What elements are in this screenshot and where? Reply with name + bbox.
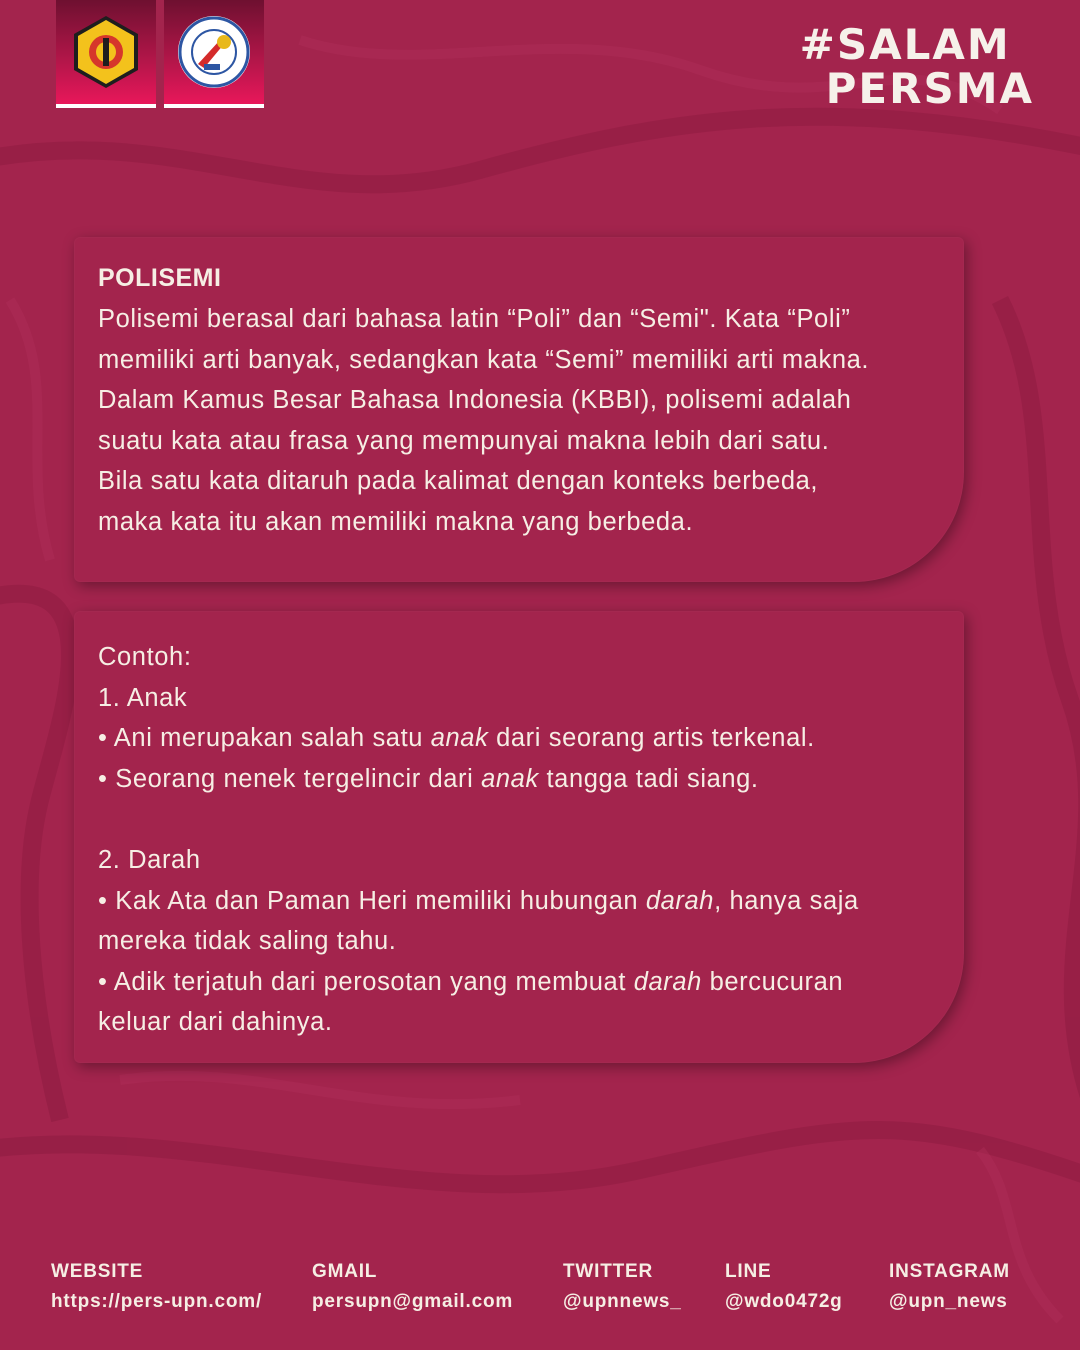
salam-persma-brand	[799, 20, 1034, 113]
example-text: , hanya saja	[714, 886, 859, 915]
example-text: tangga tadi siang.	[538, 764, 759, 793]
footer-twitter	[563, 1260, 682, 1314]
example-1-title: 1. Anak	[98, 683, 188, 712]
definition-line-3: Dalam Kamus Besar Bahasa Indonesia (KBBI), polisemi adalah	[98, 386, 852, 415]
example-2-sentence-1-cont: mereka tidak saling tahu.	[98, 927, 397, 956]
spacer	[98, 799, 940, 840]
brand-line-1: #SALAM	[799, 20, 1011, 69]
example-text: • Ani merupakan salah satu	[98, 724, 431, 753]
press-unit-logo-tile	[164, 0, 264, 108]
example-text: • Seorang nenek tergelincir dari	[98, 764, 482, 793]
footer-line	[725, 1260, 843, 1314]
example-1-sentence-2	[98, 759, 940, 800]
highlighted-word: darah	[633, 967, 702, 996]
example-2-sentence-1	[98, 881, 940, 922]
highlighted-word: anak	[430, 724, 489, 753]
example-text: • Kak Ata dan Paman Heri memiliki hubungan	[98, 886, 646, 915]
footer-website	[51, 1260, 262, 1314]
brand-line-2: PERSMA	[825, 64, 1034, 113]
example-1-sentence-1	[98, 718, 940, 759]
definition-card	[74, 237, 964, 582]
examples-heading: Contoh:	[98, 643, 192, 671]
definition-line-4: suatu kata atau frasa yang mempunyai makna lebih dari satu.	[98, 426, 830, 455]
example-2-title: 2. Darah	[98, 845, 201, 874]
footer-line-label: LINE	[725, 1261, 772, 1282]
footer-twitter-link[interactable]: @upnnews_	[563, 1291, 682, 1312]
highlighted-word: anak	[481, 764, 539, 793]
footer-instagram-label: INSTAGRAM	[889, 1261, 1010, 1282]
footer-website-link[interactable]: https://pers-upn.com/	[51, 1291, 263, 1312]
example-2-sentence-2	[98, 962, 940, 1003]
footer-line-link[interactable]: @wdo0472g	[725, 1291, 843, 1312]
press-unit-emblem-icon	[176, 14, 252, 90]
footer-website-label: WEBSITE	[51, 1261, 144, 1282]
footer-twitter-label: TWITTER	[563, 1261, 654, 1282]
footer-instagram	[889, 1260, 1010, 1314]
definition-line-1: Polisemi berasal dari bahasa latin “Poli” dan “Semi". Kata “Poli”	[98, 305, 851, 333]
definition-line-5: Bila satu kata ditaruh pada kalimat dengan konteks berbeda,	[98, 467, 819, 496]
footer-gmail-label: GMAIL	[312, 1261, 378, 1282]
example-text: bercucuran	[701, 967, 844, 996]
definition-title: POLISEMI	[98, 264, 222, 292]
university-logo-tile	[56, 0, 156, 108]
university-emblem-icon	[68, 14, 144, 90]
definition-line-2: memiliki arti banyak, sedangkan kata “Semi” memiliki arti makna.	[98, 345, 870, 374]
footer-instagram-link[interactable]: @upn_news	[889, 1291, 1008, 1312]
example-2-sentence-2-cont: keluar dari dahinya.	[98, 1008, 333, 1037]
footer-gmail	[312, 1260, 513, 1314]
definition-line-6: maka kata itu akan memiliki makna yang berbeda.	[98, 507, 694, 536]
example-text: dari seorang artis terkenal.	[488, 724, 815, 753]
example-text: • Adik terjatuh dari perosotan yang membuat	[98, 967, 634, 996]
footer-gmail-link[interactable]: persupn@gmail.com	[312, 1291, 514, 1312]
examples-card	[74, 611, 964, 1063]
highlighted-word: darah	[645, 886, 715, 915]
